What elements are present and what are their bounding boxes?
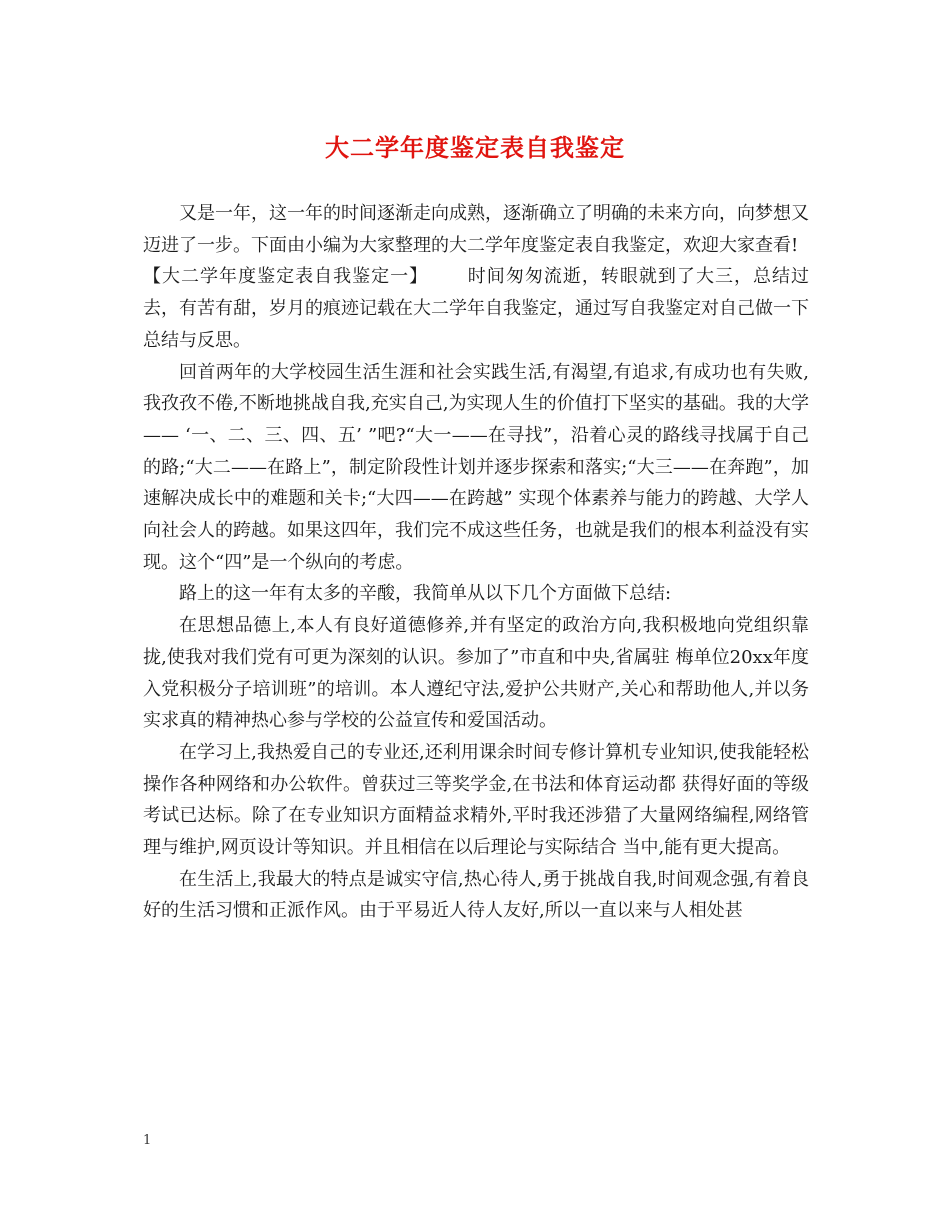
body-paragraph-1: 回首两年的大学校园生活生涯和社会实践生活,有渴望,有追求,有成功也有失败,我孜孜不倦,不断地挑战自我,充实自己,为实现人生的价值打下坚实的基础。我的大学—— ‘一、二、三、四、五’ ”吧?“大一——在寻找”，沿着心灵的路线寻找属于自己的路;“大二——在路上”，制定阶段性计划并逐步探索和落实;“大三——在奔跑”，加速解决成长中的难题和关卡;“大四——在跨越” 实现个体素养与能力的跨越、大学人向社会人的跨越。如果这四年，我们完不成这些任务，也就是我们的根本利益没有实现。这个“四”是一个纵向的考虑。	[143, 361, 809, 573]
body-paragraph-5: 在生活上,我最大的特点是诚实守信,热心待人,勇于挑战自我,时间观念强,有着良好的生活习惯和正派作风。由于平易近人待人友好,所以一直以来与人相处甚	[143, 868, 809, 922]
body-paragraph-4: 在学习上,我热爱自己的专业还,还利用课余时间专修计算机专业知识,使我能轻松操作各种网络和办公软件。曾获过三等奖学金,在书法和体育运动都 获得好面的等级考试已达标。除了在专业知识方面精益求精外,平时我还涉猎了大量网络编程,网络管理与维护,网页设计等知识。并且相信在以后理论与实际结合 当中,能有更大提高。	[143, 741, 809, 859]
body-paragraph-3: 在思想品德上,本人有良好道德修养,并有坚定的政治方向,我积极地向党组织靠拢,使我对我们党有可更为深刻的认识。参加了”市直和中央,省属驻 梅单位20xx年度入党积极分子培训班”的培训。本人遵纪守法,爱护公共财产,关心和帮助他人,并以务实求真的精神热心参与学校的公益宣传和爱国活动。	[143, 615, 809, 732]
document-title: 大二学年度鉴定表自我鉴定	[325, 133, 625, 162]
section-intro: 时间匆匆流逝，转眼就到了大三，总结过去，有苦有甜，岁月的痕迹记载在大二学年自我鉴定，通过写自我鉴定对自己做一下总结与反思。	[143, 266, 810, 351]
body-paragraph-2: 路上的这一年有太多的辛酸，我简单从以下几个方面做下总结:	[179, 583, 672, 605]
section-heading: 【大二学年度鉴定表自我鉴定一】	[143, 266, 429, 288]
intro-paragraph: 又是一年，这一年的时间逐渐走向成熟，逐渐确立了明确的未来方向，向梦想又迈进了一步。下面由小编为大家整理的大二学年度鉴定表自我鉴定，欢迎大家查看!	[143, 203, 809, 256]
page-number: 1	[143, 1133, 152, 1148]
section-paragraph	[143, 261, 809, 356]
document-body	[143, 198, 809, 927]
